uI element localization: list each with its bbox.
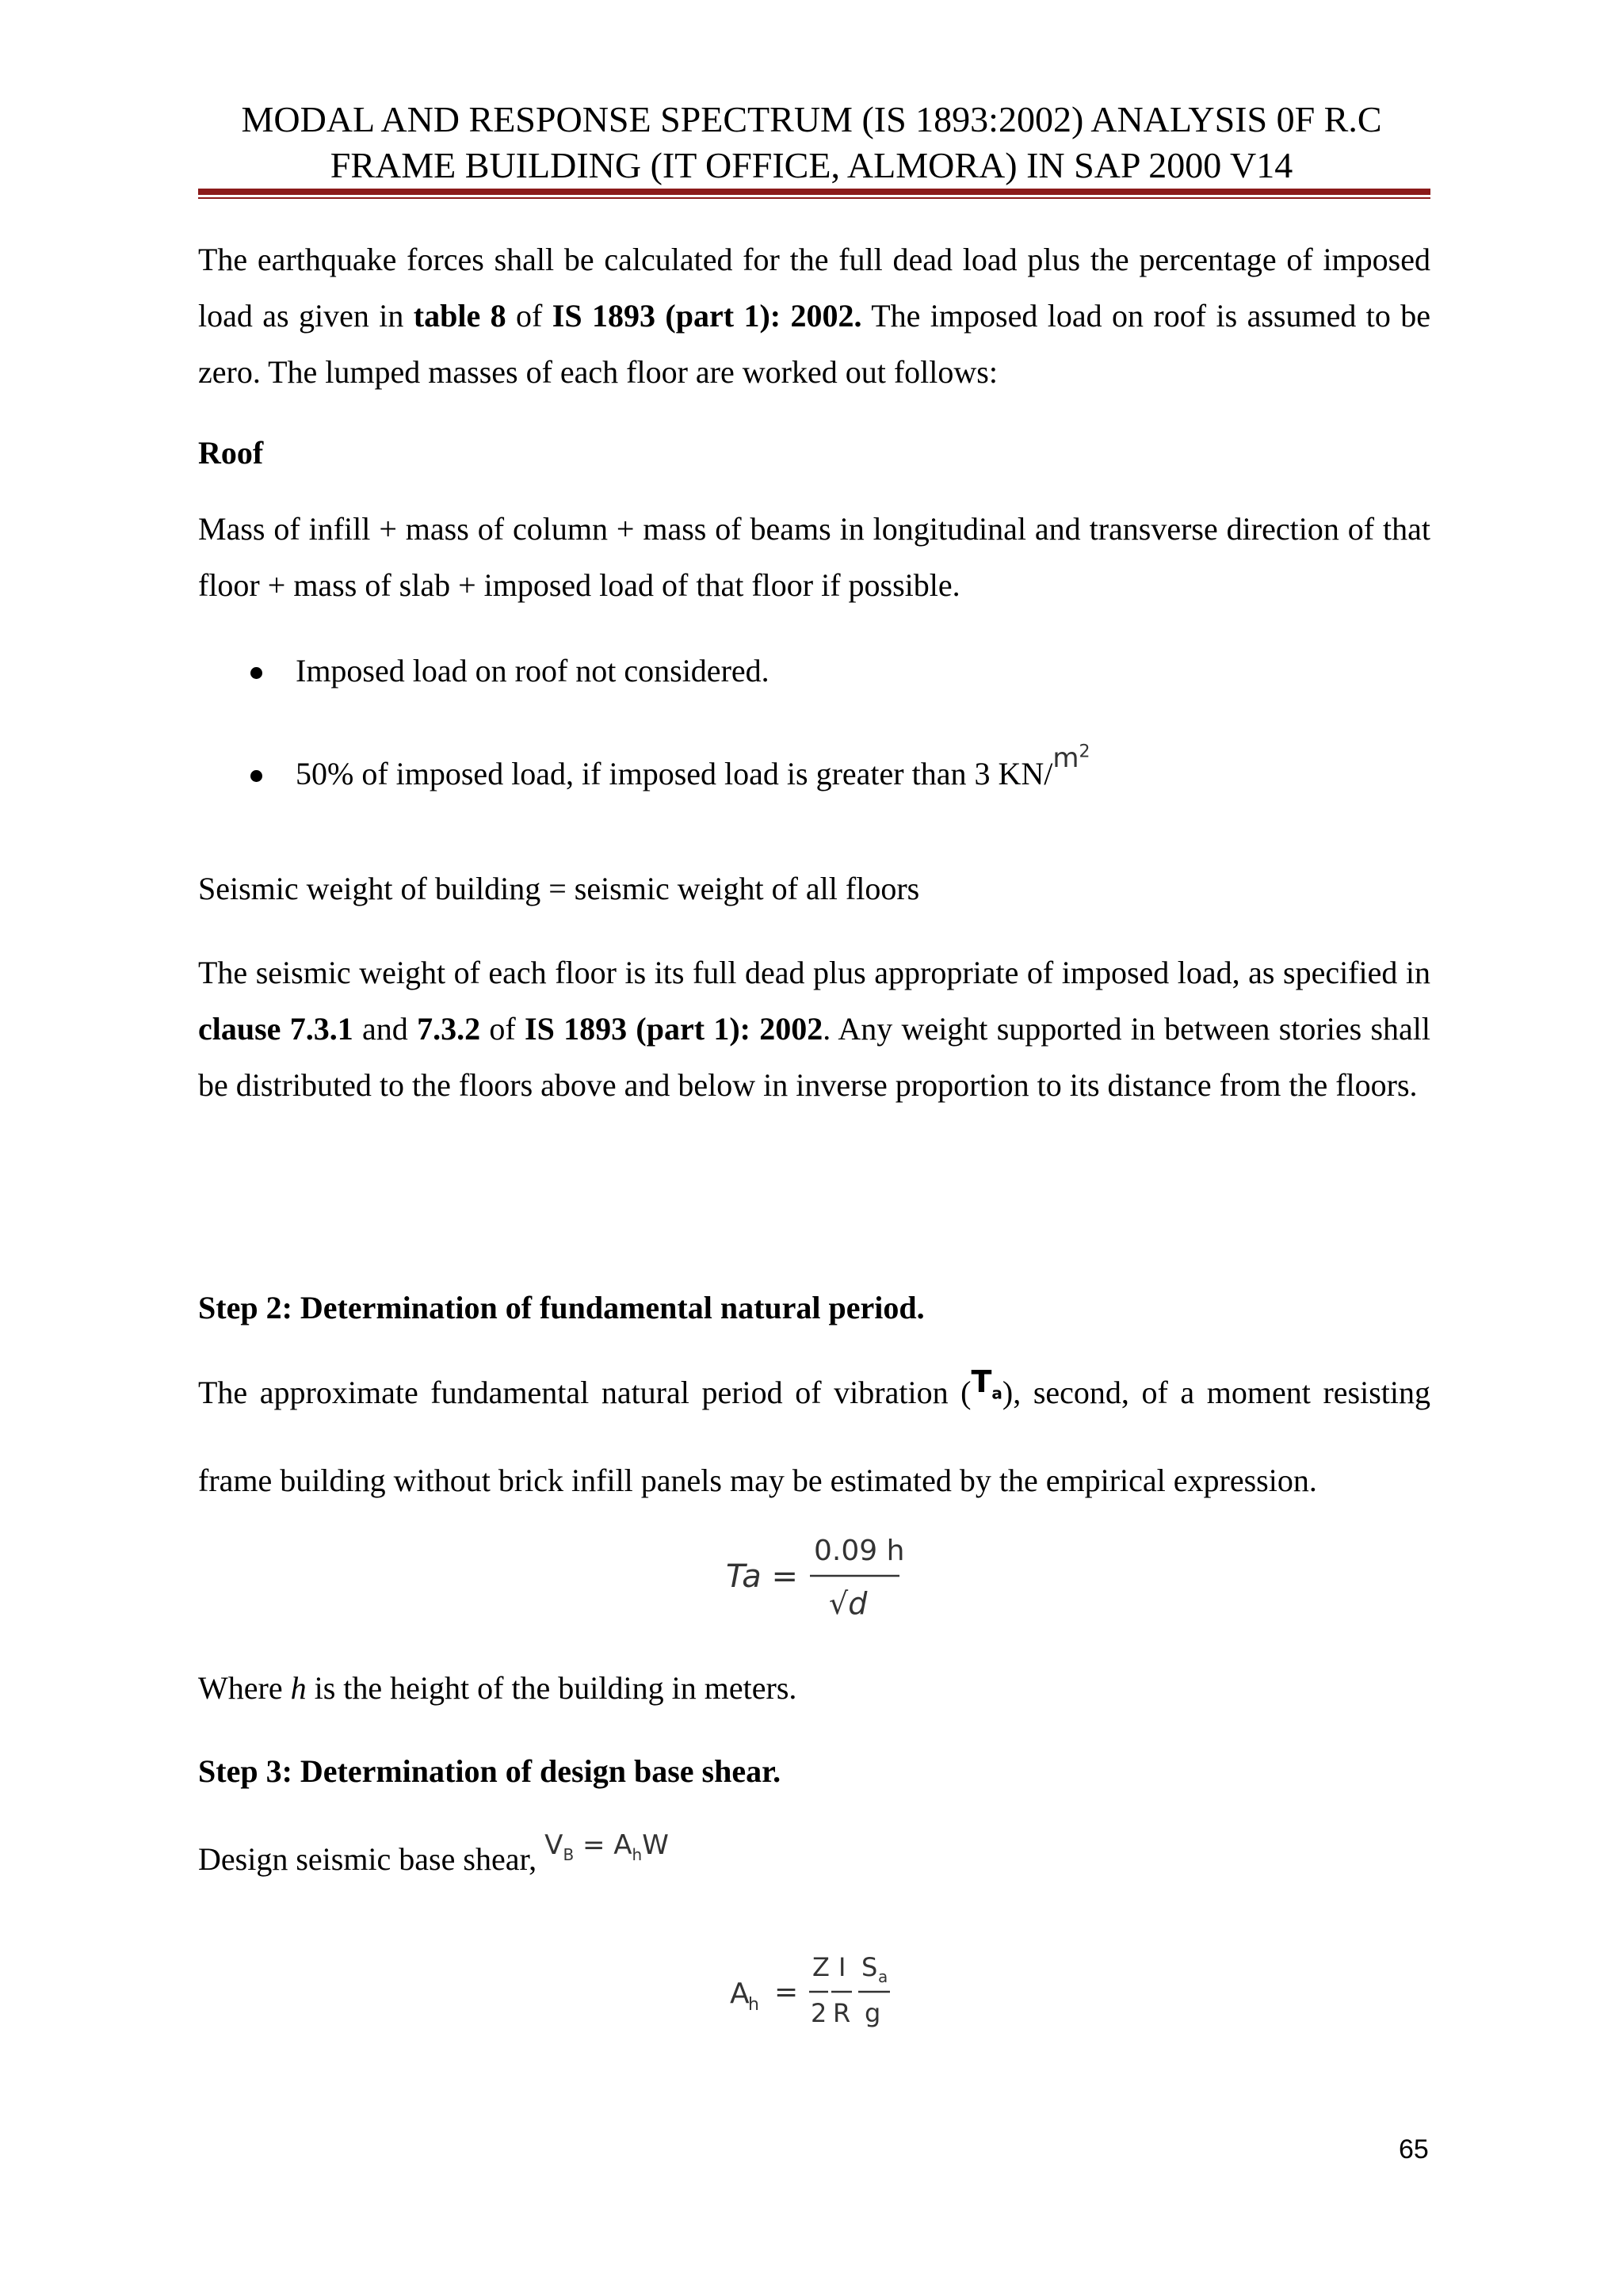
intro-paragraph: The earthquake forces shall be calculated for the full dead load plus the percentage of imposed load as given in table 8 of IS 1893 (part 1): 2002. The imposed load on roof is assumed to be zero. The lumped masses of each floor are worked out follows: xyxy=(198,242,1430,390)
ah-equation xyxy=(725,1939,915,2042)
period-equation xyxy=(721,1525,1006,1628)
step2-paragraph: The approximate fundamental natural period of vibration $(T_a)$, second, of a moment resisting frame building without brick infill panels may be estimated by the empirical expression. xyxy=(198,1364,1431,1498)
header-rule xyxy=(198,189,1430,195)
eq-g: g xyxy=(865,1998,881,2028)
eq-2: 2 xyxy=(811,1998,827,2028)
header-rule-thin xyxy=(198,197,1430,199)
step3-heading: Step 3: Determination of design base shear. xyxy=(198,1753,781,1789)
eq-i: I xyxy=(838,1952,846,1982)
header-title-line2: FRAME BUILDING (IT OFFICE, ALMORA) IN SAP 2000 V14 xyxy=(330,145,1293,185)
header-title-line1: MODAL AND RESPONSE SPECTRUM (IS 1893:2002) ANALYSIS 0F R.C xyxy=(241,99,1382,139)
bullet-marker xyxy=(250,770,262,782)
eq-s: S xyxy=(861,1952,878,1982)
eq-ta-numerator: 0.09 h xyxy=(814,1535,905,1567)
where-line: Where h is the height of the building in meters. xyxy=(198,1670,797,1706)
eq-ta-lhs: Ta = xyxy=(726,1558,798,1595)
seismic-weight-paragraph: The seismic weight of each floor is its full dead plus appropriate of imposed load, as specified in clause 7.3.1 and 7.3.2 of IS 1893 (part 1): 2002. Any weight supported in between stories shall be distributed to the floors above and below in inverse proportion to its distance from the floors. xyxy=(198,955,1431,1103)
eq-s-sub: a xyxy=(878,1967,888,1986)
eq-vb: VB = AhW xyxy=(544,1829,669,1864)
seismic-weight-line: Seismic weight of building = seismic weight of all floors xyxy=(198,871,920,906)
bullet-item-roof-load: Imposed load on roof not considered. xyxy=(296,653,769,688)
eq-ta-denominator: √d xyxy=(829,1586,868,1621)
base-shear-line: Design seismic base shear, $^{V_B = A_hW}$ xyxy=(198,1829,669,1877)
bullet-item-imposed-load: 50% of imposed load, if imposed load is greater than 3 KN/$^{m^2}$ xyxy=(296,742,1090,791)
eq-ah-lhs-sub: h xyxy=(748,1995,759,2015)
eq-r: R xyxy=(833,1998,851,2028)
eq-ah-lhs: A xyxy=(730,1978,750,2010)
unit-m2: m2 xyxy=(1052,742,1090,774)
roof-heading: Roof xyxy=(198,435,264,471)
bullet-marker xyxy=(250,667,262,679)
step2-heading: Step 2: Determination of fundamental natural period. xyxy=(198,1290,925,1325)
eq-z: Z xyxy=(812,1952,830,1982)
roof-paragraph: Mass of infill + mass of column + mass of beams in longitudinal and transverse direction of that floor + mass of slab + imposed load of that floor if possible. xyxy=(198,511,1430,603)
eq-equals: = xyxy=(774,1976,799,2008)
page-number: 65 xyxy=(1399,2134,1429,2164)
running-header xyxy=(182,97,1441,189)
symbol-ta: $T_a$ xyxy=(971,1364,1002,1403)
